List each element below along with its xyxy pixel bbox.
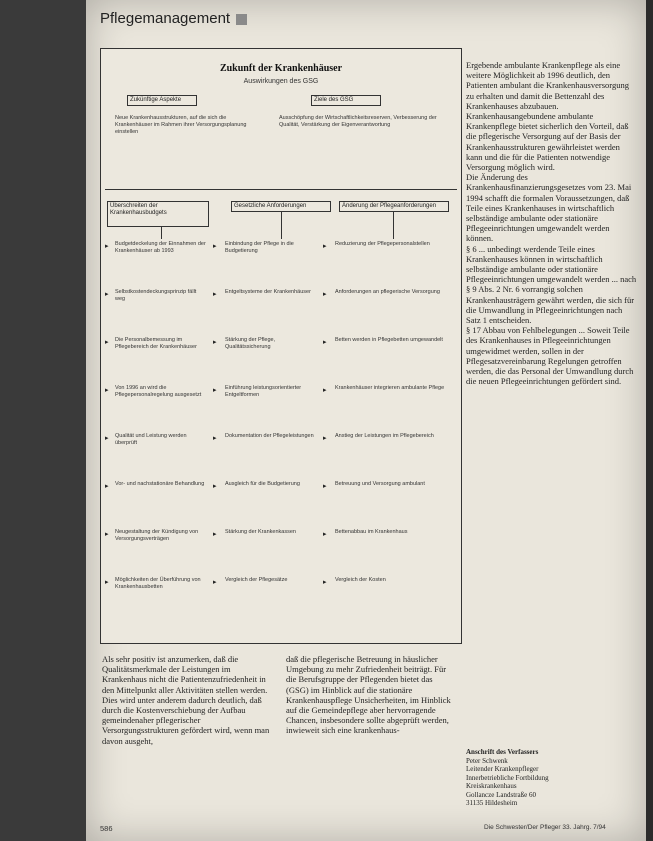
flow-mid-item: Vergleich der Pflegesätze: [225, 577, 288, 583]
box-gsg-goals: Ziele des GSG: [311, 95, 381, 106]
flow-mid-item: Entgeltsysteme der Krankenhäuser: [225, 289, 311, 295]
flow-right-item: Reduzierung der Pflegepersonalstellen: [335, 241, 430, 247]
connector: [161, 227, 162, 239]
bottom-left-text: Als sehr positiv ist anzumerken, daß die Qualitätsmerkmale der Leistungen im Krankenhaus nicht die Patientenzufriedenheit in den Mittelpunkt aller Aktivitäten stellen werden. Dies wird unter anderem dadurch deutlich, daß durch die Kostenverschiebung der Aufbau gemeindenaher pflegerischer Versorgungsstrukturen gefördert wird, wenn man davon ausgeht,: [102, 654, 270, 746]
address-line: Kreiskrankenhaus: [466, 782, 517, 790]
address-line: Gollancze Landstraße 60: [466, 790, 536, 799]
arrow-icon: ▸: [213, 579, 217, 586]
box-row1-a: Überschreiten der Krankenhausbudgets: [107, 201, 209, 227]
flow-left-item: Möglichkeiten der Überführung von Krankenhausbetten: [115, 577, 201, 590]
arrow-icon: ▸: [323, 291, 327, 298]
flow-right-item: Betten werden in Pflegebetten umgewandelt: [335, 337, 443, 343]
arrow-icon: ▸: [213, 435, 217, 442]
flow-right-item: Krankenhäuser integrieren ambulante Pflege: [335, 385, 445, 391]
arrow-icon: ▸: [105, 339, 109, 346]
left-top-text: Neue Krankenhausstrukturen, auf die sich die Krankenhäuser im Rahmen ihrer Versorgungsplanung einstellen: [115, 115, 247, 135]
flow-mid-item: Ausgleich für die Budgetierung: [225, 481, 300, 487]
flow-mid-item: Stärkung der Krankenkassen: [225, 529, 296, 535]
arrow-icon: ▸: [213, 339, 217, 346]
arrow-icon: ▸: [213, 243, 217, 250]
flow-mid-item: Stärkung der Pflege, Qualitätssicherung: [225, 337, 276, 350]
flow-right-item: Anstieg der Leistungen im Pflegebereich: [335, 433, 434, 439]
flow-right-item: Bettenabbau im Krankenhaus: [335, 529, 408, 535]
arrow-icon: ▸: [323, 243, 327, 250]
address-title: Anschrift des Verfassers: [466, 748, 539, 756]
box-row1-c: Änderung der Pflegeanforderungen: [339, 201, 449, 212]
paragraph: § 17 Abbau von Fehlbelegungen ... Soweit Teile des Krankenhauses in Pflegeeinrichtungen umgewidmet werden, sollen in der Pflegesatzvereinbarung Regelungen getroffen werden, die das Personal der Umwandlung durch die neuen Pflegeeinrichtungen gefördert sind.: [466, 325, 634, 387]
box-row1-b: Gesetzliche Anforderungen: [231, 201, 331, 212]
address-line: Innerbetriebliche Fortbildung: [466, 773, 549, 782]
arrow-icon: ▸: [105, 435, 109, 442]
arrow-icon: ▸: [323, 531, 327, 538]
flow-left-item: Von 1996 an wird die Pflegepersonalregelung ausgesetzt: [115, 385, 202, 398]
figure-title: Zukunft der Krankenhäuser: [219, 63, 343, 74]
flowchart-figure: [100, 48, 462, 644]
arrow-icon: ▸: [213, 291, 217, 298]
arrow-icon: ▸: [105, 483, 109, 490]
box-future-aspects: Zukünftige Aspekte: [127, 95, 197, 106]
arrow-icon: ▸: [213, 483, 217, 490]
arrow-icon: ▸: [213, 531, 217, 538]
connector: [393, 212, 394, 239]
arrow-icon: ▸: [213, 387, 217, 394]
right-top-text: Ausschöpfung der Wirtschaftlichkeitsreserven, Verbesserung der Qualität, Verstärkung der Eigenverantwortung: [279, 115, 437, 128]
paragraph: Krankenhausangebundene ambulante Krankenpflege bietet sicherlich den Vorteil, daß die pflegerische Versorgung auf der Basis der Krankenhausstrukturen gewährleistet werden kann und die für die Patienten notwendige Versorgung möglich wird.: [466, 111, 629, 173]
arrow-icon: ▸: [323, 339, 327, 346]
page-number: 586: [100, 824, 113, 833]
section-title: Pflegemanagement: [100, 10, 231, 27]
flow-mid-item: Einbindung der Pflege in die Budgetierung: [225, 241, 294, 254]
flow-mid-item: Dokumentation der Pflegeleistungen: [225, 433, 314, 439]
paragraph: Ergebende ambulante Krankenpflege als eine weitere Möglichkeit ab 1996 deutlich, den Patienten ambulant die Krankenhausversorgung zu erhalten und damit die Bettenzahl des Krankenhauses abzubauen.: [466, 60, 629, 111]
arrow-icon: ▸: [105, 291, 109, 298]
arrow-icon: ▸: [105, 579, 109, 586]
arrow-icon: ▸: [323, 435, 327, 442]
flow-left-item: Die Personalbemessung im Pflegebereich der Krankenhäuser: [115, 337, 197, 350]
scan-edge: [0, 0, 86, 841]
arrow-icon: ▸: [105, 243, 109, 250]
flow-left-item: Selbstkostendeckungsprinzip fällt weg: [115, 289, 197, 302]
journal-reference: Die Schwester/Der Pfleger 33. Jahrg. 7/94: [484, 824, 606, 831]
arrow-icon: ▸: [105, 387, 109, 394]
address-line: Peter Schwenk: [466, 756, 508, 765]
flow-left-item: Budgetdeckelung der Einnahmen der Krankenhäuser ab 1993: [115, 241, 206, 254]
arrow-icon: ▸: [323, 483, 327, 490]
flow-right-item: Betreuung und Versorgung ambulant: [335, 481, 425, 487]
flow-left-item: Vor- und nachstationäre Behandlung: [115, 481, 205, 487]
right-column-text: [466, 60, 638, 387]
flow-mid-item: Einführung leistungsorientierter Entgeltformen: [225, 385, 302, 398]
bottom-middle-text: daß die pflegerische Betreuung in häuslicher Umgebung zu mehr Zufriedenheit beiträgt. Für die Berufsgruppe der Pflegenden bietet das (GSG) im Hinblick auf die stationäre Krankenhauspflege Unsicherheiten, im Hinblick auf die Gemeindepflege aber hervorragende Chancen, insbesondere sollte abgeprüft werden, inwieweit sich eine krankenhaus-: [286, 654, 451, 736]
address-line: 31135 Hildesheim: [466, 799, 518, 807]
arrow-icon: ▸: [105, 531, 109, 538]
paragraph: Die Änderung des Krankenhausfinanzierungsgesetzes vom 23. Mai 1994 schafft die formalen Voraussetzungen, daß Teile eines Krankenhauses in wirtschaftlich selbständige ambulante oder stationäre Pflegeeinrichtungen umgewandelt werden können.: [466, 172, 632, 244]
arrow-icon: ▸: [323, 579, 327, 586]
divider-line: [105, 189, 457, 190]
author-address: [466, 748, 638, 808]
flow-left-item: Neugestaltung der Kündigung von Versorgungsverträgen: [115, 529, 199, 542]
paragraph: § 6 ... unbedingt werdende Teile eines Krankenhauses können in wirtschaftlich selbständige ambulante oder stationäre Pflegeeinrichtungen umgewandelt werden ... nach § 9 Abs. 2 Nr. 6 vorrangig solchen Krankenhausträgern gewährt werden, die sich für die Umwandlung in Pflegeeinrichtungen nach Satz 1 entscheiden.: [466, 243, 637, 326]
connector: [281, 212, 282, 239]
arrow-icon: ▸: [323, 387, 327, 394]
flow-left-item: Qualität und Leistung werden überprüft: [115, 433, 187, 446]
flow-right-item: Vergleich der Kosten: [335, 577, 386, 583]
section-marker-icon: [236, 14, 247, 25]
figure-subtitle: Auswirkungen des GSG: [243, 78, 319, 85]
address-line: Leitender Krankenpfleger: [466, 765, 539, 773]
flow-right-item: Anforderungen an pflegerische Versorgung: [335, 289, 440, 295]
